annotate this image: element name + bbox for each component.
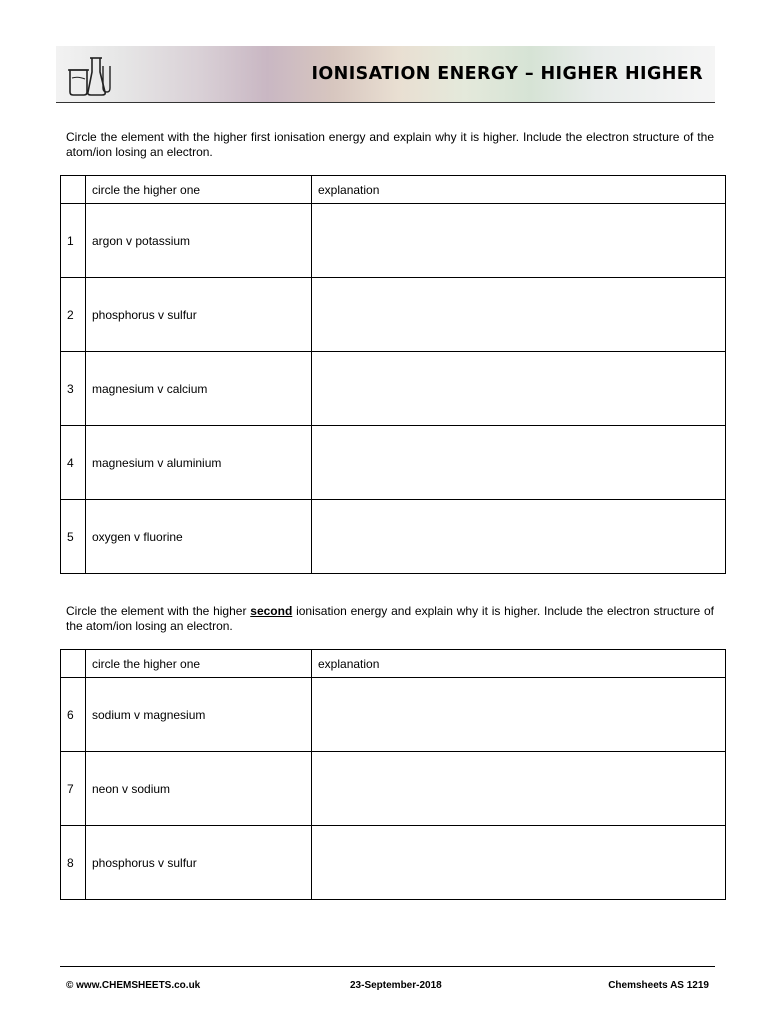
explanation-cell[interactable]	[312, 752, 726, 826]
lab-glassware-icon	[64, 52, 112, 98]
choice-column-header: circle the higher one	[86, 176, 312, 204]
element-pair[interactable]: phosphorus v sulfur	[86, 278, 312, 352]
element-pair[interactable]: sodium v magnesium	[86, 678, 312, 752]
table-row	[61, 826, 726, 900]
explanation-cell[interactable]	[312, 678, 726, 752]
question-number: 8	[61, 826, 86, 900]
element-pair[interactable]: magnesium v aluminium	[86, 426, 312, 500]
table-row	[61, 678, 726, 752]
question-number: 7	[61, 752, 86, 826]
table-row	[61, 352, 726, 426]
element-pair[interactable]: oxygen v fluorine	[86, 500, 312, 574]
section2-instruction	[66, 604, 714, 634]
explanation-cell[interactable]	[312, 352, 726, 426]
element-pair[interactable]: neon v sodium	[86, 752, 312, 826]
question-number: 6	[61, 678, 86, 752]
explanation-column-header: explanation	[312, 176, 726, 204]
table-row	[61, 752, 726, 826]
footer-divider	[60, 966, 715, 967]
element-pair[interactable]: magnesium v calcium	[86, 352, 312, 426]
question-number: 4	[61, 426, 86, 500]
question-number: 3	[61, 352, 86, 426]
choice-column-header: circle the higher one	[86, 650, 312, 678]
table-header-row	[61, 650, 726, 678]
explanation-cell[interactable]	[312, 500, 726, 574]
question-number: 2	[61, 278, 86, 352]
footer-sheet-id: Chemsheets AS 1219	[608, 980, 709, 991]
table-row	[61, 204, 726, 278]
explanation-cell[interactable]	[312, 826, 726, 900]
table-row	[61, 278, 726, 352]
explanation-cell[interactable]	[312, 278, 726, 352]
instruction-text-end: ionisation energy and explain why it is higher. Include the electron structure of the atom/ion losing an electron.	[66, 604, 714, 633]
instruction-text-start: Circle the element with the higher	[66, 604, 251, 618]
element-pair[interactable]: phosphorus v sulfur	[86, 826, 312, 900]
footer-copyright: © www.CHEMSHEETS.co.uk	[66, 980, 201, 991]
number-header-cell	[61, 176, 86, 204]
question-number: 5	[61, 500, 86, 574]
explanation-cell[interactable]	[312, 204, 726, 278]
explanation-column-header: explanation	[312, 650, 726, 678]
section2-question-table	[60, 649, 726, 900]
section1-instruction: Circle the element with the higher first ionisation energy and explain why it is higher. Include the electron structure of the atom/ion losing an electron.	[66, 130, 714, 159]
page-title: IONISATION ENERGY – HIGHER HIGHER	[311, 64, 703, 84]
header-banner	[56, 46, 715, 103]
instruction-emphasis: second	[250, 604, 293, 618]
table-row	[61, 426, 726, 500]
element-pair[interactable]: argon v potassium	[86, 204, 312, 278]
number-header-cell	[61, 650, 86, 678]
section1-question-table	[60, 175, 726, 574]
question-number: 1	[61, 204, 86, 278]
explanation-cell[interactable]	[312, 426, 726, 500]
footer-date: 23-September-2018	[350, 980, 442, 991]
table-header-row	[61, 176, 726, 204]
table-row	[61, 500, 726, 574]
